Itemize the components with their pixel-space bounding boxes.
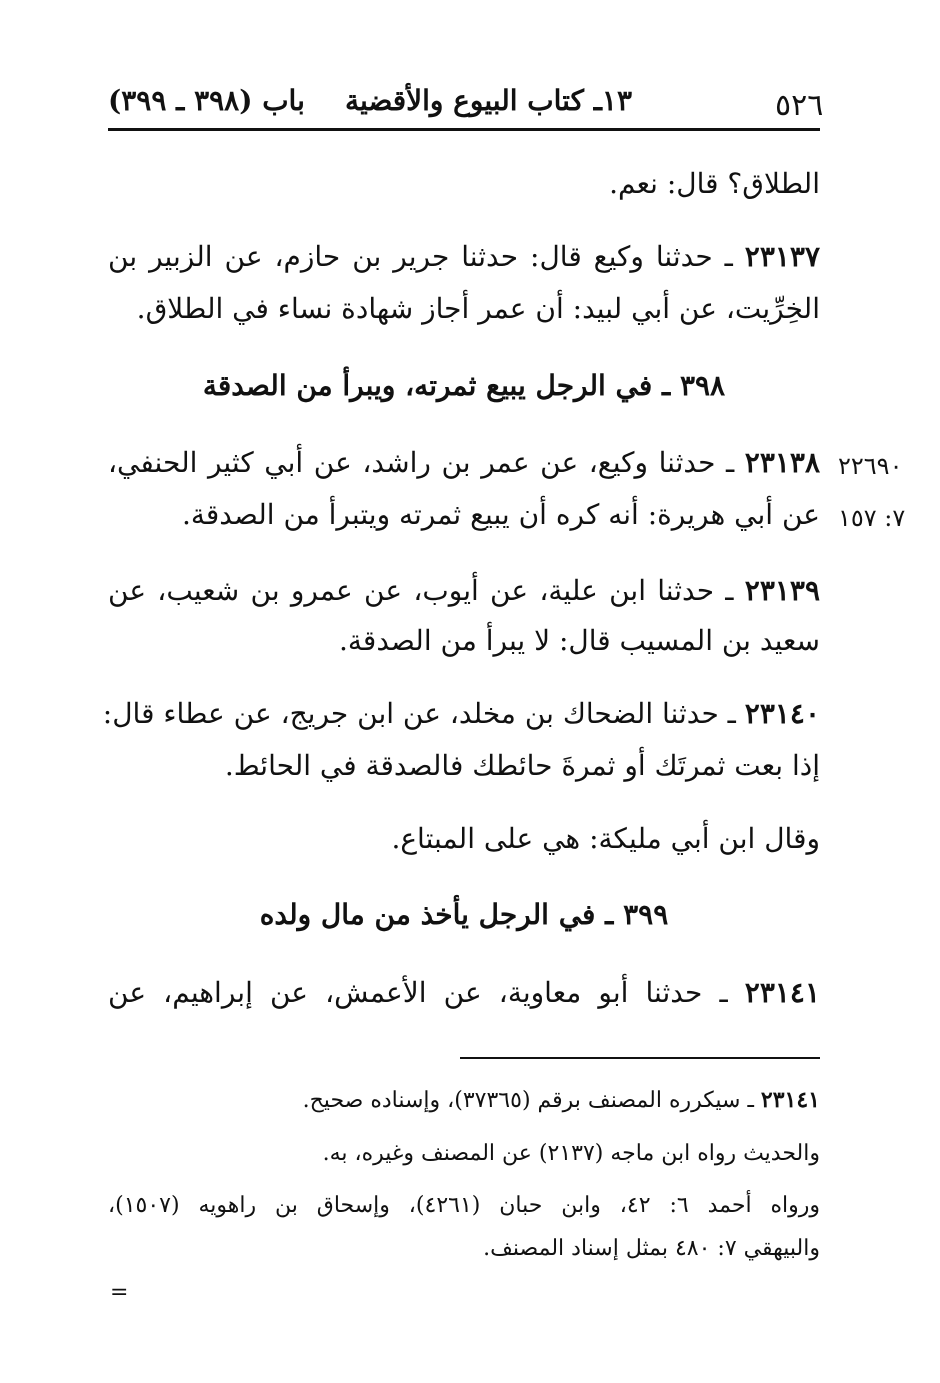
continued-text-line: الطلاق؟ قال: نعم. (609, 167, 820, 200)
hadith-23140-line-3: وقال ابن أبي مليكة: هي على المبتاع. (391, 822, 820, 855)
footnote-line-2: والحديث رواه ابن ماجه (٢١٣٧) عن المصنف وغيره، به. (322, 1141, 820, 1166)
hadith-text: ـ حدثنا الضحاك بن مخلد، عن ابن جريج، عن عطاء قال: (102, 697, 736, 730)
section-title: ـ في الرجل يبيع ثمرته، ويبرأ من الصدقة (202, 369, 671, 402)
hadith-23137-line-2: الخِرِّيت، عن أبي لبيد: أن عمر أجاز شهادة نساء في الطلاق. (136, 292, 820, 325)
continuation-mark: = (110, 1280, 129, 1305)
hadith-23139-line-2: سعيد بن المسيب قال: لا يبرأ من الصدقة. (339, 624, 820, 657)
hadith-text: ـ حدثنا أبو معاوية، عن الأعمش، عن إبراهيم، عن (108, 976, 728, 1009)
hadith-23140-line-1 (102, 697, 820, 730)
hadith-number: ٢٣١٣٧ (744, 240, 820, 273)
hadith-number: ٢٣١٤٠ (744, 697, 820, 730)
hadith-23137-line-1 (108, 240, 820, 273)
hadith-text: ـ حدثنا وكيع، عن عمر بن راشد، عن أبي كثير الحنفي، (108, 446, 735, 479)
footnote-line-4: والبيهقي ٧: ٤٨٠ بمثل إسناد المصنف. (483, 1236, 820, 1261)
footnote-text: ـ سيكرره المصنف برقم (٣٧٣٦٥)، وإسناده صحيح. (302, 1088, 754, 1113)
section-398-heading (108, 369, 820, 402)
section-title: ـ في الرجل يأخذ من مال ولده (259, 898, 614, 931)
running-chapter-range: باب (٣٩٨ ـ ٣٩٩) (108, 84, 305, 117)
section-399-heading (108, 898, 820, 931)
page-number: ٥٢٦ (775, 88, 824, 123)
hadith-text: ـ حدثنا ابن علية، عن أيوب، عن عمرو بن شعيب، عن (108, 574, 734, 607)
footnote-line-3: ورواه أحمد ٦: ٤٢، وابن حبان (٤٢٦١)، وإسحاق بن راهويه (١٥٠٧)، (108, 1193, 820, 1218)
footnote-line-1 (108, 1087, 820, 1113)
hadith-text: ـ حدثنا وكيع قال: حدثنا جرير بن حازم، عن الزبير بن (108, 240, 733, 273)
hadith-23141-line-1 (108, 976, 820, 1009)
hadith-number: ٢٣١٣٨ (744, 446, 820, 479)
hadith-23140-line-2: إذا بعت ثمرتَك أو ثمرةَ حائطك فالصدقة في الحائط. (224, 749, 820, 782)
hadith-23138-line-2: عن أبي هريرة: أنه كره أن يبيع ثمرته ويتبرأ من الصدقة. (181, 498, 820, 531)
margin-reference: ٢٢٦٩٠ (838, 452, 903, 480)
hadith-number: ٢٣١٣٩ (744, 574, 820, 607)
margin-reference: ٧: ١٥٧ (838, 504, 906, 532)
running-book-title: ١٣ـ كتاب البيوع والأقضية (345, 84, 632, 117)
hadith-23138-line-1 (108, 446, 820, 479)
header-rule (108, 128, 820, 131)
section-number: ٣٩٨ (679, 369, 726, 402)
section-number: ٣٩٩ (623, 898, 669, 931)
hadith-number: ٢٣١٤١ (744, 976, 820, 1009)
footnote-number: ٢٣١٤١ (760, 1087, 820, 1113)
hadith-23139-line-1 (108, 574, 820, 607)
footnote-rule (460, 1057, 820, 1059)
